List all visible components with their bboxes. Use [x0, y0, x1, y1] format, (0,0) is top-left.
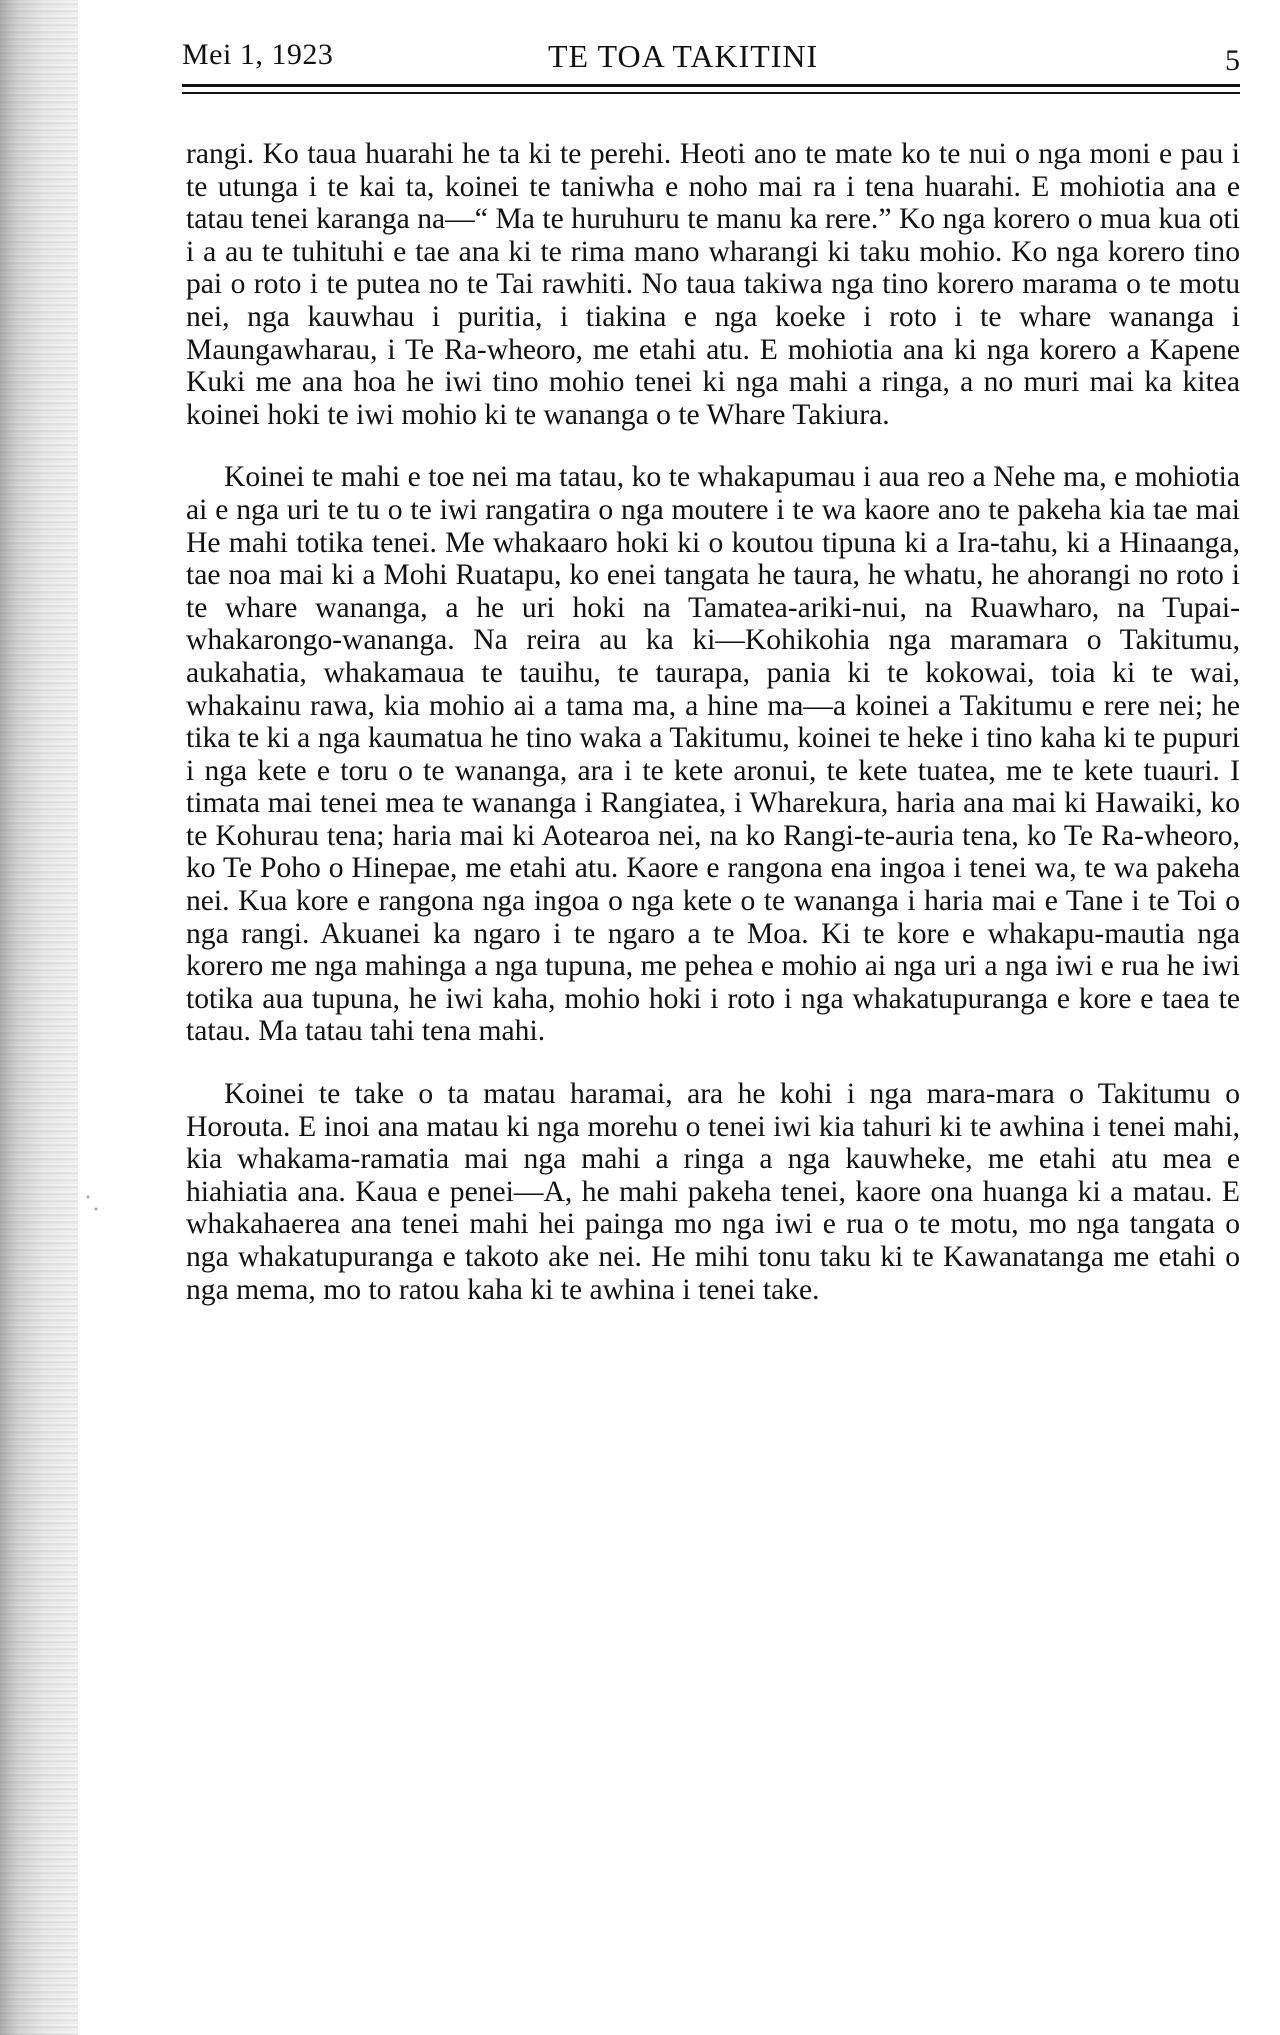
article-body — [186, 138, 1240, 1306]
scanned-page-edge — [0, 0, 78, 2035]
paragraph-2: Koinei te mahi e toe nei ma tatau, ko te whakapumau i aua reo a Nehe ma, e mohiotia ai e nga uri te tu o te iwi rangatira o nga moutere i te wa kaore ano te pakeha kia tae mai He mahi totika tenei. Me whakaaro hoki ki o koutou tipuna ki a Ira-tahu, ki a Hinaanga, tae noa mai ki a Mohi Ruatapu, ko enei tangata he taura, he whatu, he ahorangi no roto i te whare wananga, a he uri hoki na Tamatea-ariki-nui, na Ruawharo, na Tupai-whakarongo-wananga. Na reira au ka ki—Kohikohia nga maramara o Takitumu, aukahatia, whakamaua te tauihu, te taurapa, pania ki te kokowai, toia ki te wai, whakainu rawa, kia mohio ai a tama ma, a hine ma—a koinei a Takitumu e rere nei; he tika te ki a nga kaumatua he tino waka a Takitumu, koinei te heke i tino kaha ki te pupuri i nga kete e toru o te wananga, ara i te kete aronui, te kete tuatea, me te kete tuauri. I timata mai tenei mea te wananga i Rangiatea, i Wharekura, haria ana mai ki Hawaiki, ko te Kohurau tena; haria mai ki Aotearoa nei, na ko Rangi-te-auria tena, ko Te Ra-wheoro, ko Te Poho o Hinepae, me etahi atu. Kaore e rangona ena ingoa i tenei wa, te wa pakeha nei. Kua kore e rangona nga ingoa o nga kete o te wananga i haria mai e Tane i te Toi o nga rangi. Akuanei ka ngaro i te ngaro a te Moa. Ki te kore e whakapu-mautia nga korero me nga mahinga a nga tupuna, me pehea e mohio ai nga uri a nga iwi e rua he iwi totika aua tupuna, he iwi kaha, mohio hoki i roto i nga whakatupuranga e kore e taea te tatau. Ma tatau tahi tena mahi. — [186, 461, 1240, 1048]
header-rule-top — [182, 84, 1240, 87]
scan-speck — [82, 1185, 102, 1225]
header-rule-bottom — [182, 92, 1240, 94]
paragraph-1: rangi. Ko taua huarahi he ta ki te perehi. Heoti ano te mate ko te nui o nga moni e pau i te utunga i te kai ta, koinei te taniwha e noho mai ra i tena huarahi. E mohiotia ana e tatau tenei karanga na—“ Ma te huruhuru te manu ka rere.” Ko nga korero o mua kua oti i a au te tuhituhi e tae ana ki te rima mano wharangi ki taku mohio. Ko nga korero tino pai o roto i te putea no te Tai rawhiti. No taua takiwa nga tino korero marama o te motu nei, nga kauwhau i puritia, i tiakina e nga koeke i roto i te whare wananga i Maungawharau, i Te Ra-wheoro, me etahi atu. E mohiotia ana ki nga korero a Kapene Kuki me ana hoa he iwi tino mohio tenei ki nga mahi a ringa, a no muri mai ka kitea koinei hoki te iwi mohio ki te wananga o te Whare Takiura. — [186, 138, 1240, 431]
issue-date: Mei 1, 1923 — [182, 38, 334, 71]
page-number: 5 — [1225, 44, 1240, 77]
publication-title: TE TOA TAKITINI — [548, 38, 819, 74]
paragraph-3: Koinei te take o ta matau haramai, ara he kohi i nga mara-mara o Takitumu o Horouta. E inoi ana matau ki nga morehu o tenei iwi kia tahuri ki te awhina i tenei mahi, kia whakama-ramatia mai nga mahi a ringa a nga kauwheke, me etahi atu mea e hiahiatia ana. Kaua e penei—A, he mahi pakeha tenei, kaore ona huanga ki a matau. E whakahaerea ana tenei mahi hei painga mo nga iwi e rua o te motu, mo nga tangata o nga whakatupuranga e takoto ake nei. He mihi tonu taku ki te Kawanatanga me etahi o nga mema, mo to ratou kaha ki te awhina i tenei take. — [186, 1078, 1240, 1306]
running-header — [182, 38, 1240, 80]
